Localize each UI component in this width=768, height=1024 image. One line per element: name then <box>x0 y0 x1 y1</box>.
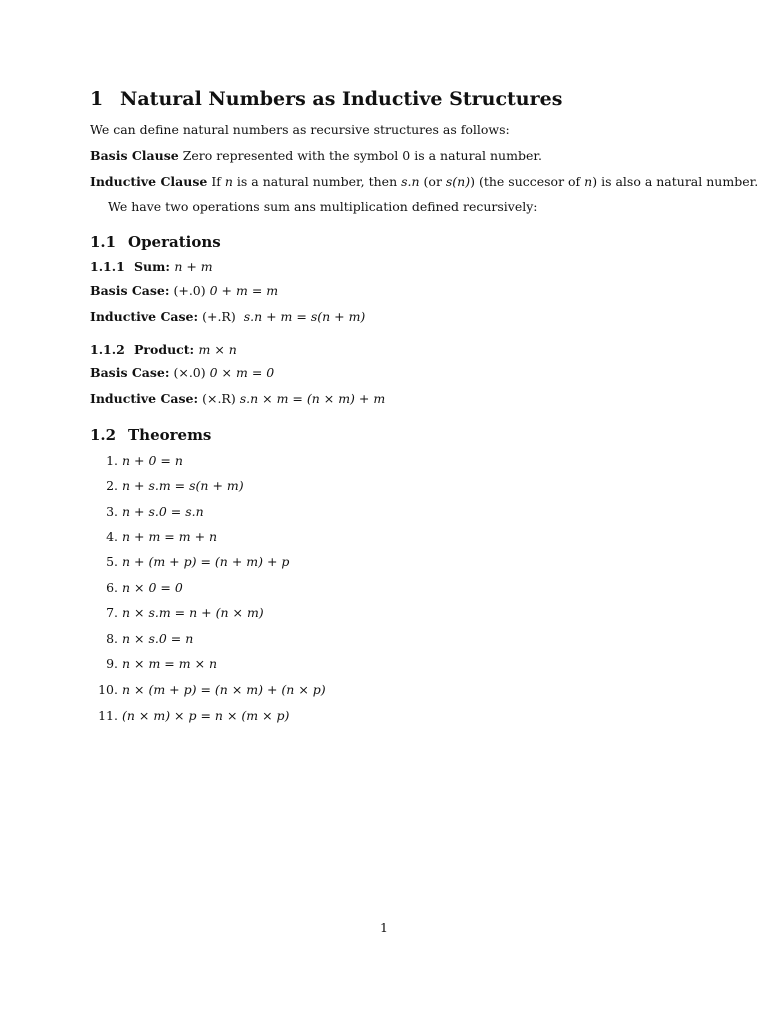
intro-paragraph: We can define natural numbers as recursive structures as follows: <box>90 122 510 137</box>
subsubsection-number: 1.1.2 <box>90 342 125 357</box>
theorem-expression: n × m = m × n <box>122 656 218 671</box>
theorem-expression: n × s.0 = n <box>122 631 194 646</box>
rule-name: (+.R) <box>202 309 236 324</box>
theorem-number: 4. <box>106 529 118 544</box>
theorem-number: 8. <box>106 631 118 646</box>
theorem-number: 7. <box>106 605 118 620</box>
theorem-number: 5. <box>106 554 118 569</box>
rule-name: (×.R) <box>202 391 236 406</box>
basis-clause <box>90 150 542 163</box>
theorem-item <box>90 556 690 569</box>
subsubsection-label: Product: <box>134 342 195 357</box>
theorem-expression: (n × m) × p = n × (m × p) <box>122 708 290 723</box>
rule-name: (+.0) <box>173 283 206 298</box>
theorem-item <box>90 710 690 723</box>
theorem-expression: n × s.m = n + (n × m) <box>122 605 264 620</box>
inductive-clause <box>90 176 758 189</box>
subsubsection-label: Sum: <box>134 259 170 274</box>
case-label: Inductive Case: <box>90 391 199 406</box>
basis-clause-label: Basis Clause <box>90 148 179 163</box>
subsection-number: 1.2 <box>90 426 117 444</box>
theorem-expression: n × (m + p) = (n × m) + (n × p) <box>122 682 326 697</box>
theorem-item <box>90 455 690 468</box>
rule-expression: 0 × m = 0 <box>209 365 275 380</box>
theorem-number: 6. <box>106 580 118 595</box>
rule-expression: s.n + m = s(n + m) <box>243 309 366 324</box>
theorem-number: 10. <box>98 682 118 697</box>
subsection-title: Theorems <box>128 426 212 444</box>
subsection-heading-operations <box>90 235 221 250</box>
sum-inductive-case <box>90 311 365 324</box>
subsection-heading-theorems <box>90 428 211 443</box>
theorem-expression: n + 0 = n <box>122 453 183 468</box>
sum-basis-case <box>90 285 278 298</box>
theorem-expression: n + m = m + n <box>122 529 218 544</box>
theorem-item <box>90 480 690 493</box>
theorem-item <box>90 582 690 595</box>
rule-expression: 0 + m = m <box>209 283 279 298</box>
section-number: 1 <box>90 88 104 110</box>
operations-intro: We have two operations sum ans multiplication defined recursively: <box>108 199 538 214</box>
theorem-number: 1. <box>106 453 118 468</box>
theorem-item <box>90 684 690 697</box>
subsubsection-number: 1.1.1 <box>90 259 125 274</box>
page-number: 1 <box>380 920 388 935</box>
case-label: Basis Case: <box>90 365 170 380</box>
theorem-expression: n + (m + p) = (n + m) + p <box>122 554 290 569</box>
theorem-number: 9. <box>106 656 118 671</box>
theorem-item <box>90 607 690 620</box>
theorem-number: 2. <box>106 478 118 493</box>
product-basis-case <box>90 367 274 380</box>
rule-expression: s.n × m = (n × m) + m <box>239 391 386 406</box>
inductive-clause-label: Inductive Clause <box>90 174 208 189</box>
section-title: Natural Numbers as Inductive Structures <box>120 88 563 110</box>
theorem-expression: n × 0 = 0 <box>122 580 183 595</box>
case-label: Basis Case: <box>90 283 170 298</box>
subsubsection-heading-sum <box>90 261 213 274</box>
theorem-item <box>90 633 690 646</box>
basis-clause-text: Zero represented with the symbol 0 is a natural number. <box>182 148 542 163</box>
rule-name: (×.0) <box>173 365 206 380</box>
case-label: Inductive Case: <box>90 309 199 324</box>
theorem-expression: n + s.0 = s.n <box>122 504 204 519</box>
theorem-item <box>90 506 690 519</box>
inductive-clause-text: If n is a natural number, then s.n (or s(n)) (the succesor of n) is also a natural number. <box>211 174 759 189</box>
subsection-title: Operations <box>128 233 221 251</box>
sum-expression: n + m <box>174 259 213 274</box>
theorem-number: 3. <box>106 504 118 519</box>
theorem-number: 11. <box>98 708 118 723</box>
product-expression: m × n <box>198 342 237 357</box>
subsection-number: 1.1 <box>90 233 117 251</box>
subsubsection-heading-product <box>90 344 237 357</box>
product-inductive-case <box>90 393 385 406</box>
theorem-item <box>90 531 690 544</box>
theorem-expression: n + s.m = s(n + m) <box>122 478 244 493</box>
section-heading <box>90 90 562 109</box>
theorem-item <box>90 658 690 671</box>
